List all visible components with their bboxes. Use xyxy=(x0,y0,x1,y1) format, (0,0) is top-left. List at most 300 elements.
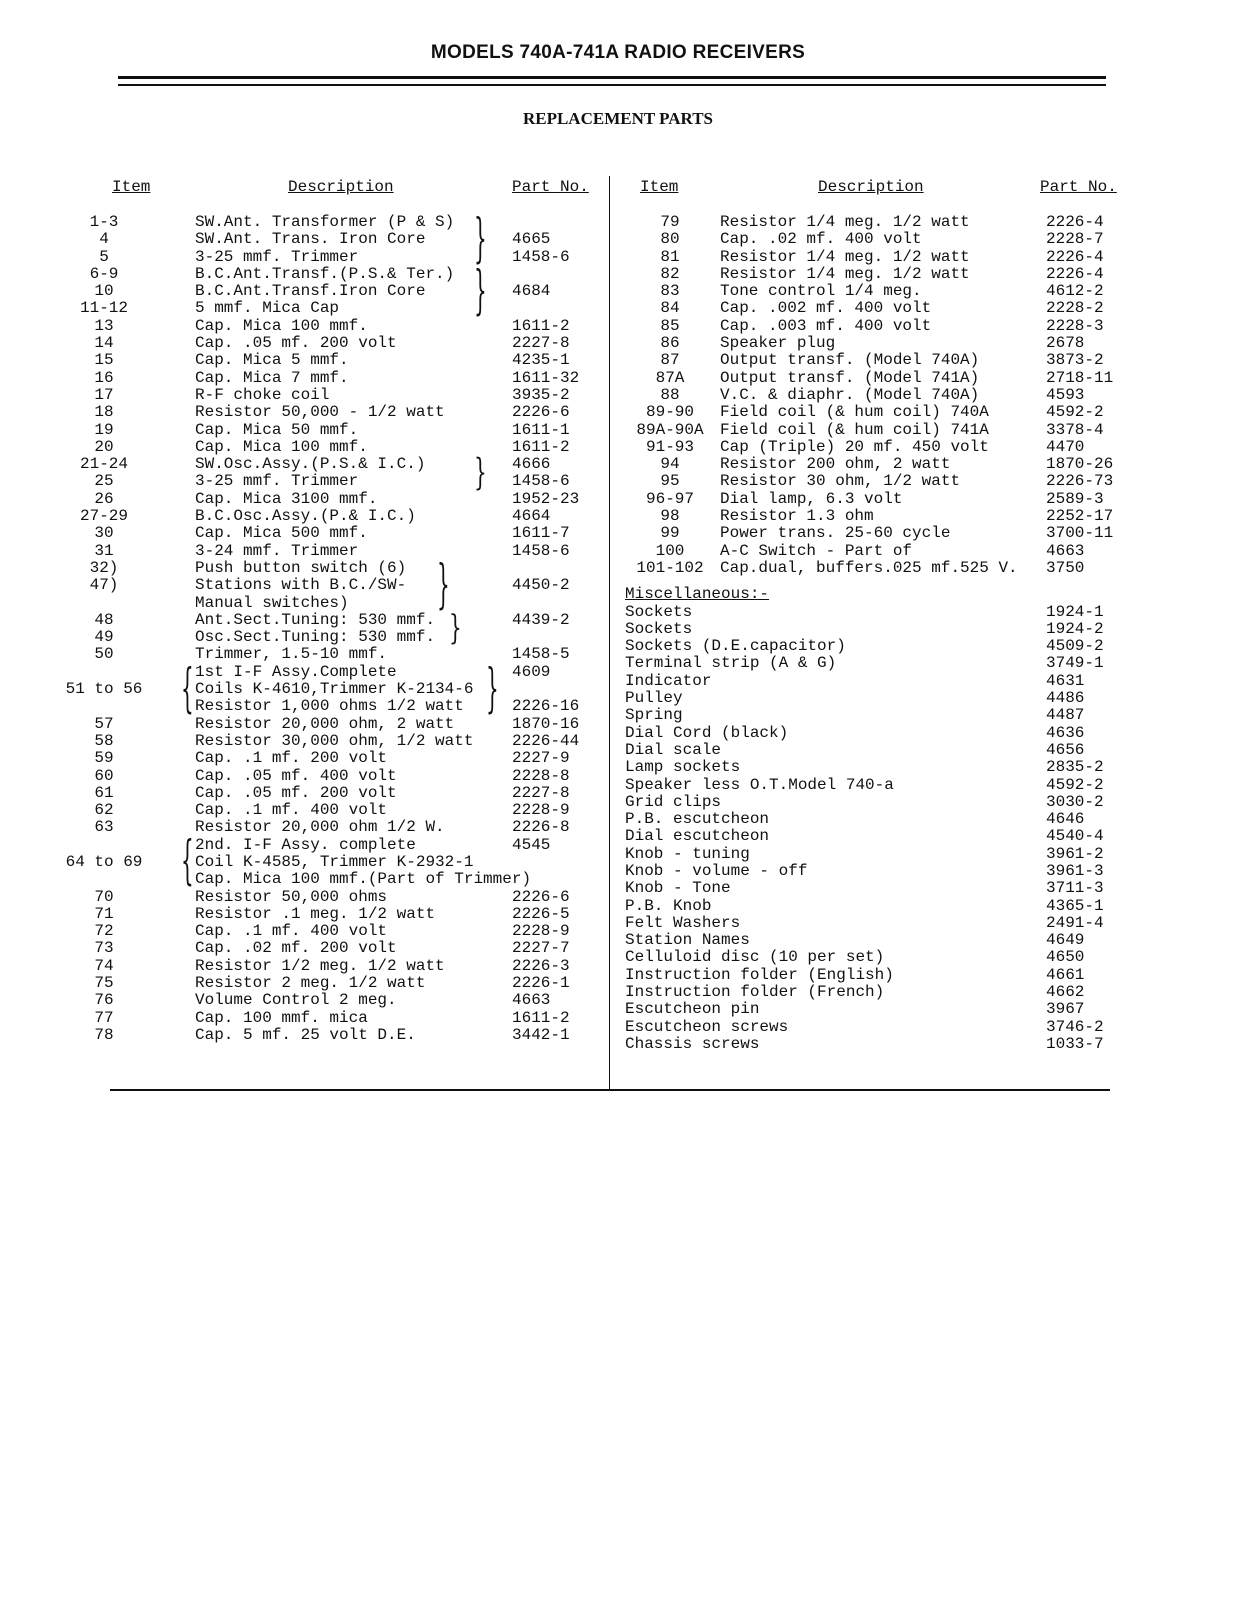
table-row xyxy=(0,214,1236,231)
part-number: 2227-8 xyxy=(512,334,570,353)
misc-description: Grid clips xyxy=(625,792,722,811)
header-partno-right: Part No. xyxy=(1040,178,1117,196)
misc-description: Chassis screws xyxy=(625,1034,760,1053)
misc-part-number: 3961-2 xyxy=(1046,844,1104,863)
item-number: 86 xyxy=(660,334,680,353)
part-description: 3-24 mmf. Trimmer xyxy=(195,541,359,560)
table-row xyxy=(0,352,1236,369)
part-description: Cap. Mica 5 mmf. xyxy=(195,351,349,370)
misc-part-number: 1924-1 xyxy=(1046,602,1104,621)
item-number: 80 xyxy=(660,230,680,249)
item-number: 57 xyxy=(94,714,114,733)
part-number: 2228-9 xyxy=(512,801,570,820)
part-number: 2228-9 xyxy=(512,922,570,941)
misc-description: Speaker less O.T.Model 740-a xyxy=(625,775,894,794)
part-number: 1458-5 xyxy=(512,645,570,664)
item-number: 13 xyxy=(94,316,114,335)
item-number: 17 xyxy=(94,385,114,404)
item-number: 19 xyxy=(94,420,114,439)
item-number: 16 xyxy=(94,368,114,387)
part-number: 3442-1 xyxy=(512,1025,570,1044)
misc-description: P.B. escutcheon xyxy=(625,810,770,829)
list-item xyxy=(0,1001,1236,1018)
part-number: 4663 xyxy=(1046,541,1085,560)
misc-description: Indicator xyxy=(625,671,712,690)
misc-heading-row xyxy=(0,586,1236,603)
brace-mark: { xyxy=(181,828,194,892)
list-item xyxy=(0,725,1236,742)
misc-description: Instruction folder (English) xyxy=(625,965,894,984)
part-number: 2678 xyxy=(1046,334,1085,353)
part-description: Dial lamp, 6.3 volt xyxy=(720,489,903,508)
misc-part-number: 3746-2 xyxy=(1046,1017,1104,1036)
table-row xyxy=(0,387,1236,404)
item-number: 81 xyxy=(660,247,680,266)
item-number: 49 xyxy=(94,628,114,647)
misc-part-number: 3030-2 xyxy=(1046,792,1104,811)
item-number: 58 xyxy=(94,731,114,750)
item-number: 27-29 xyxy=(79,507,128,526)
part-description: Cap. .02 mf. 400 volt xyxy=(720,230,922,249)
item-number: 89-90 xyxy=(645,403,694,422)
list-item xyxy=(0,949,1236,966)
part-number: 4665 xyxy=(512,230,551,249)
part-description: Cap. .002 mf. 400 volt xyxy=(720,299,932,318)
part-description: Resistor 1/4 meg. 1/2 watt xyxy=(720,213,970,231)
part-description: Output transf. (Model 740A) xyxy=(720,351,980,370)
item-number: 50 xyxy=(94,645,114,664)
misc-part-number: 4365-1 xyxy=(1046,896,1104,915)
part-description: Resistor 30 ohm, 1/2 watt xyxy=(720,472,961,491)
brace-mark: } xyxy=(474,258,487,322)
item-number: 88 xyxy=(660,385,680,404)
part-number: 4545 xyxy=(512,835,551,854)
item-number: 82 xyxy=(660,264,680,283)
part-number: 4450-2 xyxy=(512,576,570,595)
item-number: 61 xyxy=(94,783,114,802)
part-description: SW.Ant. Transformer (P & S) xyxy=(195,213,455,231)
table-row xyxy=(0,439,1236,456)
misc-part-number: 4486 xyxy=(1046,689,1085,708)
part-number: 2226-4 xyxy=(1046,264,1104,283)
list-item xyxy=(0,967,1236,984)
item-number: 89A-90A xyxy=(636,420,704,439)
misc-description: Station Names xyxy=(625,931,750,950)
part-number: 3935-2 xyxy=(512,385,570,404)
table-row xyxy=(0,543,1236,560)
brace-mark: } xyxy=(474,450,487,494)
list-item xyxy=(0,811,1236,828)
part-description: Power trans. 25-60 cycle xyxy=(720,524,951,543)
part-number: 1611-7 xyxy=(512,524,570,543)
part-description: Cap. .05 mf. 400 volt xyxy=(195,766,397,785)
part-description: Manual switches) xyxy=(195,593,349,612)
part-description: Cap. .1 mf. 200 volt xyxy=(195,749,388,768)
item-number: 31 xyxy=(94,541,114,560)
part-number: 4666 xyxy=(512,455,551,474)
part-description: B.C.Osc.Assy.(P.& I.C.) xyxy=(195,507,416,526)
part-number: 2227-7 xyxy=(512,939,570,958)
part-number: 2228-2 xyxy=(1046,299,1104,318)
right-parts-list xyxy=(0,206,1236,1053)
part-number: 2228-7 xyxy=(1046,230,1104,249)
misc-part-number: 4649 xyxy=(1046,931,1085,950)
part-number: 2226-8 xyxy=(512,818,570,837)
part-number: 1611-32 xyxy=(512,368,580,387)
part-description: Stations with B.C./SW- xyxy=(195,576,407,595)
part-description: B.C.Ant.Transf.Iron Core xyxy=(195,282,426,301)
misc-part-number: 3749-1 xyxy=(1046,654,1104,673)
item-number: 75 xyxy=(94,974,114,993)
part-number: 4663 xyxy=(512,991,551,1010)
list-item xyxy=(0,604,1236,621)
item-number: 79 xyxy=(660,213,680,231)
item-number: 62 xyxy=(94,801,114,820)
part-number: 4235-1 xyxy=(512,351,570,370)
misc-description: Escutcheon pin xyxy=(625,1000,760,1019)
table-row xyxy=(0,560,1236,577)
brace-mark: { xyxy=(181,656,194,720)
misc-part-number: 3967 xyxy=(1046,1000,1085,1019)
misc-part-number: 3961-3 xyxy=(1046,861,1104,880)
misc-description: Sockets xyxy=(625,602,693,621)
page-title: MODELS 740A-741A RADIO RECEIVERS xyxy=(430,42,806,63)
table-row xyxy=(0,404,1236,421)
part-number: 1458-6 xyxy=(512,541,570,560)
part-description: Cap. .05 mf. 200 volt xyxy=(195,334,397,353)
part-number: 1611-2 xyxy=(512,1008,570,1027)
part-description: Resistor 30,000 ohm, 1/2 watt xyxy=(195,731,474,750)
part-description: SW.Ant. Trans. Iron Core xyxy=(195,230,426,249)
item-number: 6-9 xyxy=(89,264,119,283)
item-number: 76 xyxy=(94,991,114,1010)
part-description: 5 mmf. Mica Cap xyxy=(195,299,340,318)
misc-description: Knob - tuning xyxy=(625,844,750,863)
part-description: 3-25 mmf. Trimmer xyxy=(195,247,359,266)
part-description: V.C. & diaphr. (Model 740A) xyxy=(720,385,980,404)
misc-description: Dial Cord (black) xyxy=(625,723,789,742)
list-item xyxy=(0,898,1236,915)
item-number: 87A xyxy=(655,368,685,387)
part-number: 3750 xyxy=(1046,558,1085,577)
misc-description: Sockets (D.E.capacitor) xyxy=(625,637,846,656)
misc-part-number: 4661 xyxy=(1046,965,1085,984)
part-description: Output transf. (Model 741A) xyxy=(720,368,980,387)
table-row xyxy=(0,473,1236,490)
part-number: 2227-9 xyxy=(512,749,570,768)
part-description: Resistor 1/4 meg. 1/2 watt xyxy=(720,264,970,283)
part-description: Resistor 1.3 ohm xyxy=(720,507,874,526)
part-number: 4684 xyxy=(512,282,551,301)
header-partno-left: Part No. xyxy=(512,178,589,196)
item-number: 10 xyxy=(94,282,114,301)
item-number: 63 xyxy=(94,818,114,837)
part-description: B.C.Ant.Transf.(P.S.& Ter.) xyxy=(195,264,455,283)
table-row xyxy=(0,266,1236,283)
part-description: Cap. Mica 50 mmf. xyxy=(195,420,359,439)
brace-mark: } xyxy=(449,606,462,648)
part-description: Tone control 1/4 meg. xyxy=(720,282,922,301)
table-row xyxy=(0,422,1236,439)
part-description: 1st I-F Assy.Complete xyxy=(195,662,397,681)
part-number: 2226-6 xyxy=(512,403,570,422)
item-number: 95 xyxy=(660,472,680,491)
item-number: 70 xyxy=(94,887,114,906)
item-number: 14 xyxy=(94,334,114,353)
misc-part-number: 4631 xyxy=(1046,671,1085,690)
item-number: 11-12 xyxy=(79,299,128,318)
part-description: Cap. 5 mf. 25 volt D.E. xyxy=(195,1025,416,1044)
list-item xyxy=(0,1019,1236,1036)
misc-part-number: 4646 xyxy=(1046,810,1085,829)
part-description: Resistor 2 meg. 1/2 watt xyxy=(195,974,426,993)
table-row xyxy=(0,456,1236,473)
part-number: 2226-16 xyxy=(512,697,580,716)
part-number: 2226-4 xyxy=(1046,213,1104,231)
header-item-right: Item xyxy=(640,178,679,196)
item-number: 72 xyxy=(94,922,114,941)
list-item xyxy=(0,1036,1236,1053)
part-number: 2227-8 xyxy=(512,783,570,802)
item-number: 96-97 xyxy=(645,489,694,508)
list-item xyxy=(0,742,1236,759)
part-description: SW.Osc.Assy.(P.S.& I.C.) xyxy=(195,455,426,474)
item-number: 15 xyxy=(94,351,114,370)
misc-description: Celluloid disc (10 per set) xyxy=(625,948,885,967)
part-number: 3378-4 xyxy=(1046,420,1104,439)
part-description: Cap (Triple) 20 mf. 450 volt xyxy=(720,437,989,456)
part-description: Cap. .003 mf. 400 volt xyxy=(720,316,932,335)
part-description: A-C Switch - Part of xyxy=(720,541,913,560)
table-row xyxy=(0,370,1236,387)
part-description: Cap. 100 mmf. mica xyxy=(195,1008,368,1027)
item-number: 83 xyxy=(660,282,680,301)
misc-part-number: 4636 xyxy=(1046,723,1085,742)
spacer-row xyxy=(0,577,1236,586)
part-number: 1870-16 xyxy=(512,714,580,733)
item-number: 84 xyxy=(660,299,680,318)
part-number: 2228-8 xyxy=(512,766,570,785)
item-number: 20 xyxy=(94,437,114,456)
title-rule-thin xyxy=(118,84,1106,86)
part-number: 2226-5 xyxy=(512,904,570,923)
item-number: 71 xyxy=(94,904,114,923)
misc-part-number: 4650 xyxy=(1046,948,1085,967)
part-number: 2226-4 xyxy=(1046,247,1104,266)
item-number: 48 xyxy=(94,610,114,629)
part-description: Cap. Mica 3100 mmf. xyxy=(195,489,378,508)
item-number: 5 xyxy=(99,247,109,266)
list-item xyxy=(0,794,1236,811)
part-description: Volume Control 2 meg. xyxy=(195,991,397,1010)
misc-part-number: 4656 xyxy=(1046,740,1085,759)
part-number: 1952-23 xyxy=(512,489,580,508)
misc-part-number: 3711-3 xyxy=(1046,879,1104,898)
item-number: 32) xyxy=(89,558,119,577)
part-description: Speaker plug xyxy=(720,334,836,353)
item-number: 59 xyxy=(94,749,114,768)
table-row xyxy=(0,249,1236,266)
part-description: Cap. Mica 100 mmf. xyxy=(195,437,368,456)
bottom-rule xyxy=(110,1089,1110,1091)
part-description: Resistor 50,000 - 1/2 watt xyxy=(195,403,445,422)
misc-description: Dial scale xyxy=(625,740,722,759)
table-row xyxy=(0,335,1236,352)
part-number: 4470 xyxy=(1046,437,1085,456)
part-number: 4664 xyxy=(512,507,551,526)
misc-part-number: 4487 xyxy=(1046,706,1085,725)
item-number: 73 xyxy=(94,939,114,958)
item-number: 26 xyxy=(94,489,114,508)
part-number: 1611-2 xyxy=(512,316,570,335)
item-number: 64 to 69 xyxy=(65,852,143,871)
item-number: 99 xyxy=(660,524,680,543)
header-item-left: Item xyxy=(112,178,151,196)
part-description: Resistor 1/2 meg. 1/2 watt xyxy=(195,956,445,975)
part-description: Resistor 50,000 ohms xyxy=(195,887,388,906)
table-row xyxy=(0,283,1236,300)
part-number: 4592-2 xyxy=(1046,403,1104,422)
part-number: 2226-6 xyxy=(512,887,570,906)
list-item xyxy=(0,777,1236,794)
item-number: 91-93 xyxy=(645,437,694,456)
part-description: Cap. .05 mf. 200 volt xyxy=(195,783,397,802)
item-number: 18 xyxy=(94,403,114,422)
item-number: 1-3 xyxy=(89,213,119,231)
part-number: 3873-2 xyxy=(1046,351,1104,370)
misc-description: Instruction folder (French) xyxy=(625,983,885,1002)
misc-part-number: 1924-2 xyxy=(1046,619,1104,638)
part-description: 3-25 mmf. Trimmer xyxy=(195,472,359,491)
part-description: Ant.Sect.Tuning: 530 mmf. xyxy=(195,610,436,629)
part-description: Resistor 20,000 ohm 1/2 W. xyxy=(195,818,445,837)
item-number: 47) xyxy=(89,576,119,595)
part-description: Resistor 1/4 meg. 1/2 watt xyxy=(720,247,970,266)
item-number: 87 xyxy=(660,351,680,370)
list-item xyxy=(0,621,1236,638)
part-number: 4439-2 xyxy=(512,610,570,629)
brace-mark: } xyxy=(437,552,450,616)
item-number: 101-102 xyxy=(636,558,704,577)
part-description: R-F choke coil xyxy=(195,385,330,404)
part-description: Resistor 20,000 ohm, 2 watt xyxy=(195,714,455,733)
part-description: Cap. Mica 7 mmf. xyxy=(195,368,349,387)
item-number: 60 xyxy=(94,766,114,785)
misc-description: Terminal strip (A & G) xyxy=(625,654,837,673)
part-number: 2226-44 xyxy=(512,731,580,750)
misc-description: Spring xyxy=(625,706,683,725)
part-description: Field coil (& hum coil) 741A xyxy=(720,420,989,439)
misc-part-number: 4540-4 xyxy=(1046,827,1104,846)
item-number: 94 xyxy=(660,455,680,474)
part-description: Cap. Mica 100 mmf.(Part of Trimmer) xyxy=(195,870,532,889)
list-item xyxy=(0,984,1236,1001)
part-description: Resistor .1 meg. 1/2 watt xyxy=(195,904,436,923)
part-description: Coils K-4610,Trimmer K-2134-6 xyxy=(195,680,474,699)
part-number: 1458-6 xyxy=(512,472,570,491)
part-description: Cap.dual, buffers.025 mf.525 V. xyxy=(720,558,1018,577)
part-number: 4612-2 xyxy=(1046,282,1104,301)
part-description: Resistor 1,000 ohms 1/2 watt xyxy=(195,697,464,716)
part-number: 4609 xyxy=(512,662,551,681)
part-description: Trimmer, 1.5-10 mmf. xyxy=(195,645,388,664)
misc-description: Sockets xyxy=(625,619,693,638)
misc-description: Felt Washers xyxy=(625,913,741,932)
item-number: 78 xyxy=(94,1025,114,1044)
misc-heading: Miscellaneous:- xyxy=(625,585,770,604)
part-number: 1870-26 xyxy=(1046,455,1114,474)
part-description: Cap. .1 mf. 400 volt xyxy=(195,922,388,941)
misc-part-number: 4509-2 xyxy=(1046,637,1104,656)
part-description: 2nd. I-F Assy. complete xyxy=(195,835,416,854)
item-number: 77 xyxy=(94,1008,114,1027)
part-description: Resistor 200 ohm, 2 watt xyxy=(720,455,951,474)
item-number: 98 xyxy=(660,507,680,526)
item-number: 4 xyxy=(99,230,109,249)
part-description: Cap. .02 mf. 200 volt xyxy=(195,939,397,958)
part-number: 4593 xyxy=(1046,385,1085,404)
part-description: Field coil (& hum coil) 740A xyxy=(720,403,989,422)
list-item xyxy=(0,759,1236,776)
part-number: 1611-2 xyxy=(512,437,570,456)
part-number: 2252-17 xyxy=(1046,507,1114,526)
brace-mark: } xyxy=(474,206,487,270)
part-number: 1611-1 xyxy=(512,420,570,439)
list-item xyxy=(0,915,1236,932)
part-number: 1458-6 xyxy=(512,247,570,266)
misc-description: Escutcheon screws xyxy=(625,1017,789,1036)
part-description: Cap. .1 mf. 400 volt xyxy=(195,801,388,820)
header-description-left: Description xyxy=(288,178,394,196)
part-description: Osc.Sect.Tuning: 530 mmf. xyxy=(195,628,436,647)
misc-part-number: 2491-4 xyxy=(1046,913,1104,932)
item-number: 25 xyxy=(94,472,114,491)
section-title: REPLACEMENT PARTS xyxy=(522,109,714,128)
misc-description: Knob - Tone xyxy=(625,879,731,898)
table-row xyxy=(0,300,1236,317)
table-row xyxy=(0,318,1236,335)
item-number: 21-24 xyxy=(79,455,128,474)
part-number: 2228-3 xyxy=(1046,316,1104,335)
misc-description: Lamp sockets xyxy=(625,758,741,777)
part-number: 2718-11 xyxy=(1046,368,1114,387)
table-row xyxy=(0,491,1236,508)
misc-description: P.B. Knob xyxy=(625,896,712,915)
part-number: 2589-3 xyxy=(1046,489,1104,508)
misc-description: Knob - volume - off xyxy=(625,861,808,880)
part-description: Coil K-4585, Trimmer K-2932-1 xyxy=(195,852,474,871)
misc-part-number: 4592-2 xyxy=(1046,775,1104,794)
part-number: 2226-1 xyxy=(512,974,570,993)
title-rule-thick xyxy=(118,76,1106,79)
table-row xyxy=(0,508,1236,525)
part-description: Cap. Mica 100 mmf. xyxy=(195,316,368,335)
table-row xyxy=(0,525,1236,542)
header-description-right: Description xyxy=(818,178,924,196)
brace-mark: } xyxy=(486,656,499,720)
misc-part-number: 4662 xyxy=(1046,983,1085,1002)
misc-part-number: 1033-7 xyxy=(1046,1034,1104,1053)
item-number: 51 to 56 xyxy=(65,680,143,699)
misc-part-number: 2835-2 xyxy=(1046,758,1104,777)
part-number: 2226-3 xyxy=(512,956,570,975)
item-number: 30 xyxy=(94,524,114,543)
item-number: 85 xyxy=(660,316,680,335)
list-item xyxy=(0,638,1236,655)
part-number: 3700-11 xyxy=(1046,524,1114,543)
table-row xyxy=(0,231,1236,248)
item-number: 74 xyxy=(94,956,114,975)
